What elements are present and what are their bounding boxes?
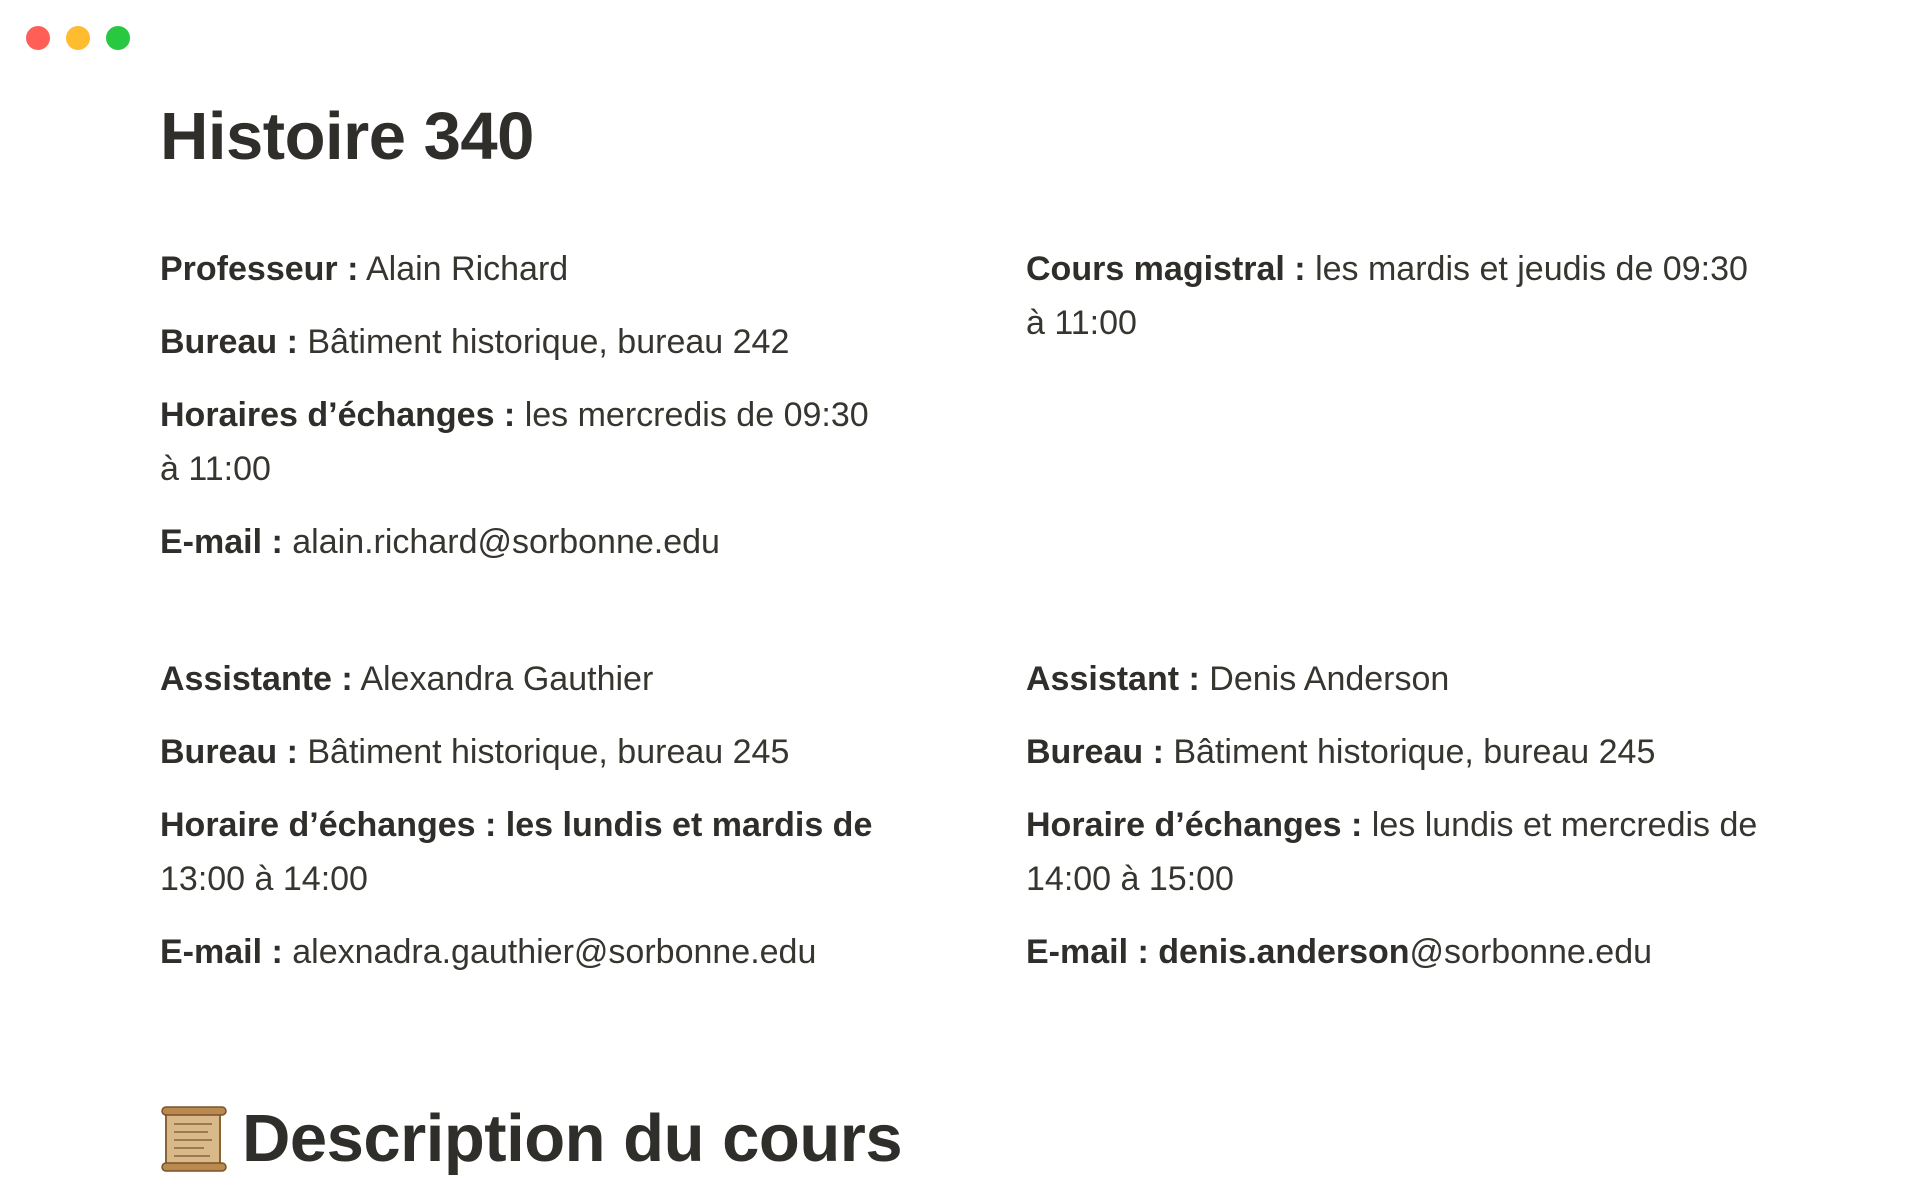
scroll-icon <box>160 1104 228 1174</box>
assistant1-hours-label: Horaire d’échanges : <box>160 806 497 844</box>
close-window-button[interactable] <box>26 26 50 50</box>
assistant2-email-domain: @sorbonne.edu <box>1409 933 1653 971</box>
section-title: Description du cours <box>242 1101 903 1176</box>
professor-office-line[interactable] <box>160 315 880 369</box>
assistant2-hours: les lundis et mercredis de 14:00 à 15:00 <box>1026 806 1758 898</box>
professor-hours: les mercredis de 09:30 à 11:00 <box>160 396 869 488</box>
page-title[interactable]: Histoire 340 <box>160 99 534 174</box>
assistant1-email: alexnadra.gauthier@sorbonne.edu <box>292 933 817 971</box>
assistant1-name-label: Assistante : <box>160 660 353 698</box>
lecture-line[interactable] <box>1026 242 1766 350</box>
assistant1-hours-line[interactable] <box>160 798 880 906</box>
assistant2-office-label: Bureau : <box>1026 733 1164 771</box>
professor-hours-label: Horaires d’échanges : <box>160 396 516 434</box>
assistant2-email-label: E-mail : <box>1026 933 1149 971</box>
assistant2-info <box>1026 652 1786 998</box>
professor-hours-line[interactable] <box>160 388 880 496</box>
assistant1-hours-days: les lundis et mardis de <box>505 806 873 844</box>
assistant1-office: Bâtiment historique, bureau 245 <box>307 733 790 771</box>
professor-name-line[interactable] <box>160 242 880 296</box>
assistant2-office-line[interactable] <box>1026 725 1786 779</box>
assistant2-name-label: Assistant : <box>1026 660 1200 698</box>
lecture-label: Cours magistral : <box>1026 250 1306 288</box>
assistant1-office-label: Bureau : <box>160 733 298 771</box>
assistant2-name-line[interactable] <box>1026 652 1786 706</box>
professor-office: Bâtiment historique, bureau 242 <box>307 323 790 361</box>
professor-email-label: E-mail : <box>160 523 283 561</box>
professor-email: alain.richard@sorbonne.edu <box>292 523 720 561</box>
assistant2-hours-line[interactable] <box>1026 798 1786 906</box>
professor-office-label: Bureau : <box>160 323 298 361</box>
zoom-window-button[interactable] <box>106 26 130 50</box>
assistant1-email-label: E-mail : <box>160 933 283 971</box>
assistant1-name-line[interactable] <box>160 652 880 706</box>
window-controls <box>26 26 130 50</box>
professor-name: Alain Richard <box>365 250 569 288</box>
assistant1-hours-time: 13:00 à 14:00 <box>160 860 368 898</box>
assistant2-email-line[interactable] <box>1026 925 1786 979</box>
assistant1-email-line[interactable] <box>160 925 880 979</box>
lecture-schedule: les mardis et jeudis de 09:30 à 11:00 <box>1026 250 1748 342</box>
professor-email-line[interactable] <box>160 515 880 569</box>
assistant2-hours-label: Horaire d’échanges : <box>1026 806 1363 844</box>
assistant1-office-line[interactable] <box>160 725 880 779</box>
professor-name-label: Professeur : <box>160 250 359 288</box>
assistant2-office: Bâtiment historique, bureau 245 <box>1173 733 1656 771</box>
lecture-info <box>1026 242 1766 369</box>
professor-info <box>160 242 880 588</box>
assistant1-name: Alexandra Gauthier <box>360 660 654 698</box>
minimize-window-button[interactable] <box>66 26 90 50</box>
assistant1-info <box>160 652 880 998</box>
assistant2-email-user: denis.anderson <box>1158 933 1410 971</box>
assistant2-name: Denis Anderson <box>1209 660 1450 698</box>
course-description-heading[interactable] <box>160 1100 902 1177</box>
